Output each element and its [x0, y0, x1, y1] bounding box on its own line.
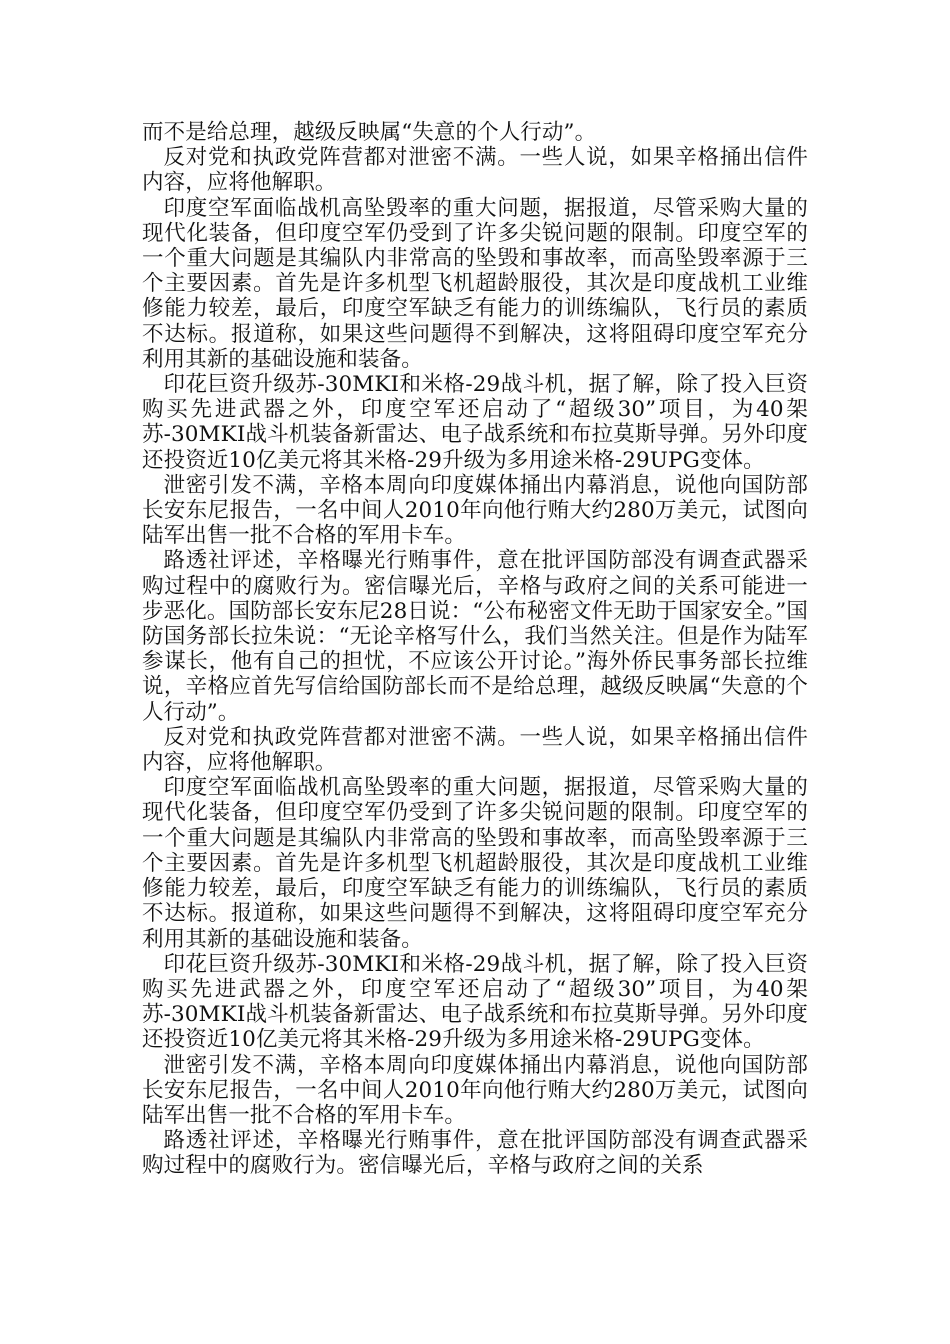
paragraph: 泄密引发不满，辛格本周向印度媒体捅出内幕消息，说他向国防部长安东尼报告，一名中间人2010年向他行贿大约280万美元，试图向陆军出售一批不合格的军用卡车。: [142, 1052, 808, 1128]
paragraph: 泄密引发不满，辛格本周向印度媒体捅出内幕消息，说他向国防部长安东尼报告，一名中间人2010年向他行贿大约280万美元，试图向陆军出售一批不合格的军用卡车。: [142, 472, 808, 549]
article-body: [142, 120, 808, 1179]
paragraph: 路透社评述，辛格曝光行贿事件，意在批评国防部没有调查武器采购过程中的腐败行为。密信曝光后，辛格与政府之间的关系: [142, 1128, 808, 1179]
paragraph: 印度空军面临战机高坠毁率的重大问题，据报道，尽管采购大量的现代化装备，但印度空军仍受到了许多尖锐问题的限制。印度空军的一个重大问题是其编队内非常高的坠毁和事故率，而高坠毁率源于三个主要因素。首先是许多机型飞机超龄服役，其次是印度战机工业维修能力较差，最后，印度空军缺乏有能力的训练编队，飞行员的素质不达标。报道称，如果这些问题得不到解决，这将阻碍印度空军充分利用其新的基础设施和装备。: [142, 775, 808, 952]
paragraph: 反对党和执政党阵营都对泄密不满。一些人说，如果辛格捅出信件内容，应将他解职。: [142, 145, 808, 196]
paragraph: 印花巨资升级苏-30MKI和米格-29战斗机，据了解，除了投入巨资购买先进武器之外，印度空军还启动了“超级30”项目，为40架苏-30MKI战斗机装备新雷达、电子战系统和布拉莫斯导弹。另外印度还投资近10亿美元将其米格-29升级为多用途米格-29UPG变体。: [142, 372, 808, 473]
paragraph: 反对党和执政党阵营都对泄密不满。一些人说，如果辛格捅出信件内容，应将他解职。: [142, 724, 808, 776]
paragraph: 而不是给总理，越级反映属“失意的个人行动”。: [142, 120, 597, 145]
paragraph: 印度空军面临战机高坠毁率的重大问题，据报道，尽管采购大量的现代化装备，但印度空军仍受到了许多尖锐问题的限制。印度空军的一个重大问题是其编队内非常高的坠毁和事故率，而高坠毁率源于三个主要因素。首先是许多机型飞机超龄服役，其次是印度战机工业维修能力较差，最后，印度空军缺乏有能力的训练编队，飞行员的素质不达标。报道称，如果这些问题得不到解决，这将阻碍印度空军充分利用其新的基础设施和装备。: [142, 195, 808, 372]
paragraph: 路透社评述，辛格曝光行贿事件，意在批评国防部没有调查武器采购过程中的腐败行为。密信曝光后，辛格与政府之间的关系可能进一步恶化。国防部长安东尼28日说：“公布秘密文件无助于国家安全。”国防国务部长拉朱说：“无论辛格写什么，我们当然关注。但是作为陆军参谋长，他有自己的担忧，不应该公开讨论。”海外侨民事务部长拉维说，辛格应首先写信给国防部长而不是给总理，越级反映属“失意的个人行动”。: [142, 548, 808, 725]
paragraph: 印花巨资升级苏-30MKI和米格-29战斗机，据了解，除了投入巨资购买先进武器之外，印度空军还启动了“超级30”项目，为40架苏-30MKI战斗机装备新雷达、电子战系统和布拉莫斯导弹。另外印度还投资近10亿美元将其米格-29升级为多用途米格-29UPG变体。: [142, 951, 808, 1053]
